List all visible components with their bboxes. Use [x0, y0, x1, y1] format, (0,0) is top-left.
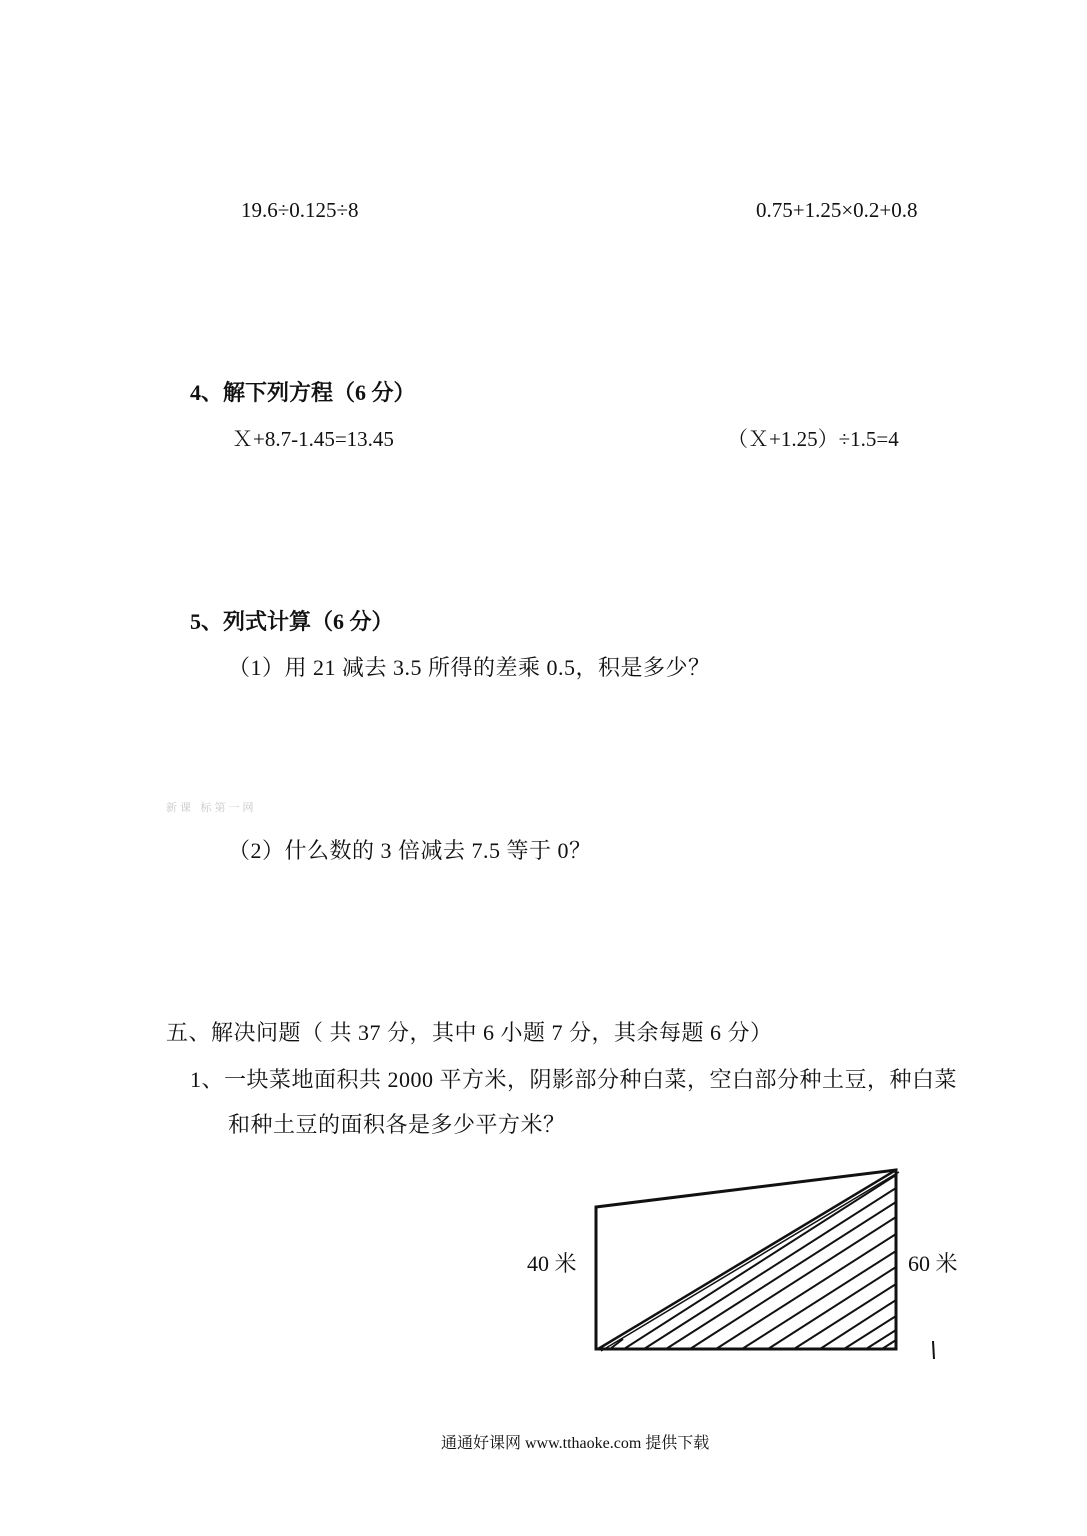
question-4-heading: 4、解下列方程（6 分）	[190, 380, 416, 405]
stray-mark	[933, 1341, 934, 1359]
question-5-heading: 5、列式计算（6 分）	[190, 609, 394, 634]
section-5-question-1-line-1: 1、一块菜地面积共 2000 平方米，阴影部分种白菜，空白部分种土豆，种白菜	[190, 1067, 958, 1092]
trapezoid-figure	[520, 1160, 960, 1380]
question-5-item-1: （1）用 21 减去 3.5 所得的差乘 0.5，积是多少？	[228, 655, 711, 680]
watermark: 新课 标第一网	[166, 801, 257, 814]
equation-1: Ｘ+8.7-1.45=13.45	[232, 427, 394, 451]
calc-expression-right: 0.75+1.25×0.2+0.8	[756, 198, 918, 222]
calc-expression-left: 19.6÷0.125÷8	[241, 198, 359, 222]
question-5-item-2: （2）什么数的 3 倍减去 7.5 等于 0？	[228, 838, 592, 863]
page-footer: 通通好课网 www.tthaoke.com 提供下载	[441, 1435, 710, 1452]
section-5-heading: 五、解决问题（ 共 37 分，其中 6 小题 7 分，其余每题 6 分）	[166, 1020, 773, 1045]
figure-right-side-label: 60 米	[908, 1251, 958, 1276]
section-5-question-1-line-2: 和种土豆的面积各是多少平方米？	[228, 1112, 566, 1137]
equation-2: （Ｘ+1.25）÷1.5=4	[727, 427, 899, 451]
figure-left-side-label: 40 米	[527, 1251, 577, 1276]
diagonal-line	[598, 1170, 896, 1349]
